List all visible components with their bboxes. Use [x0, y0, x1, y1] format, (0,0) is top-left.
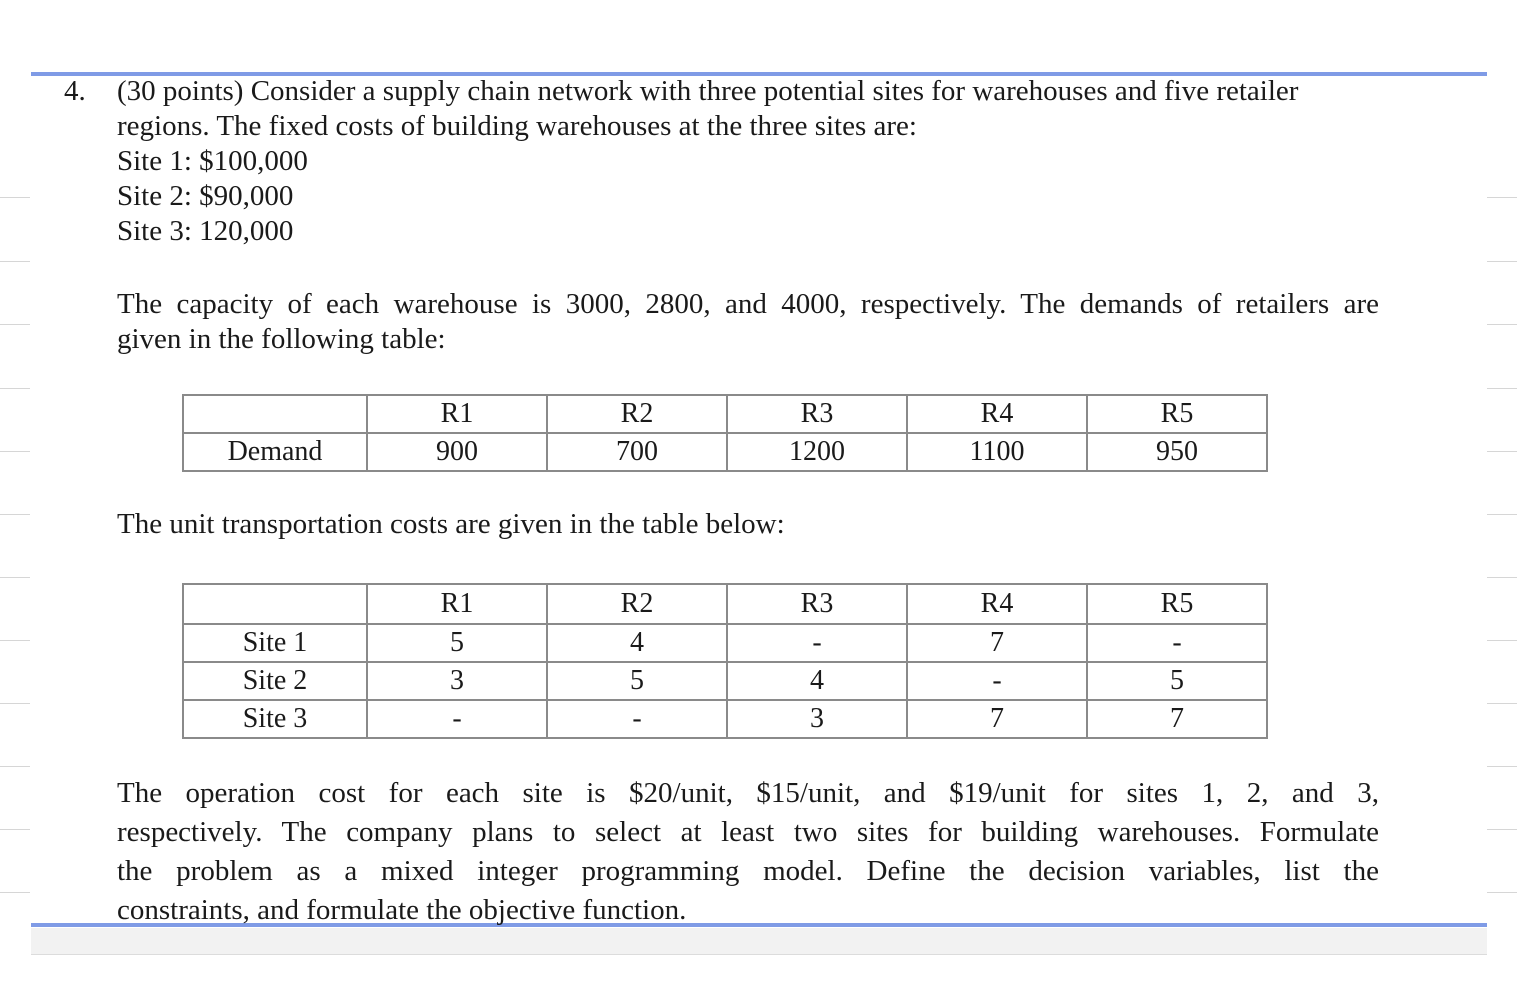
table-header-cell: R4: [907, 584, 1087, 624]
question-number: 4.: [64, 75, 86, 107]
table-header-cell: R1: [367, 584, 547, 624]
demand-table: [182, 394, 1268, 472]
table-header-cell: R2: [547, 584, 727, 624]
table-header-cell: R5: [1087, 395, 1267, 433]
margin-rule: [1487, 261, 1517, 262]
table-cell: 1200: [727, 433, 907, 471]
margin-rule: [0, 703, 30, 704]
table-cell: 5: [367, 624, 547, 662]
margin-rule: [1487, 577, 1517, 578]
margin-rule: [0, 640, 30, 641]
table-row: [183, 662, 1267, 700]
table-header-cell: R5: [1087, 584, 1267, 624]
margin-rule: [1487, 892, 1517, 893]
table-header-cell: R2: [547, 395, 727, 433]
capacity-paragraph: [117, 287, 1379, 357]
row-label: Demand: [183, 433, 367, 471]
fixed-cost-site-2: Site 2: $90,000: [117, 180, 294, 212]
fixed-cost-site-3: Site 3: 120,000: [117, 215, 294, 247]
question-intro: [117, 74, 1379, 249]
margin-rule: [1487, 640, 1517, 641]
margin-rule: [1487, 514, 1517, 515]
table-row: [183, 624, 1267, 662]
margin-rule: [0, 197, 30, 198]
costs-intro: The unit transportation costs are given in the table below:: [117, 508, 785, 540]
table-cell: 7: [907, 624, 1087, 662]
table-cell: -: [727, 624, 907, 662]
table-cell: 1100: [907, 433, 1087, 471]
capacity-line: given in the following table:: [117, 323, 446, 355]
margin-rule: [1487, 703, 1517, 704]
table-cell: 900: [367, 433, 547, 471]
margin-rule: [1487, 829, 1517, 830]
table-row: [183, 700, 1267, 738]
table-cell: [183, 395, 367, 433]
table-cell: 5: [1087, 662, 1267, 700]
table-cell: 7: [1087, 700, 1267, 738]
table-cell: -: [367, 700, 547, 738]
table-header-cell: R3: [727, 584, 907, 624]
operation-paragraph: [117, 774, 1379, 930]
table-cell: 7: [907, 700, 1087, 738]
row-label: Site 2: [183, 662, 367, 700]
margin-rule: [0, 577, 30, 578]
margin-rule: [1487, 388, 1517, 389]
margin-rule: [1487, 766, 1517, 767]
table-cell: [183, 584, 367, 624]
margin-rule: [0, 451, 30, 452]
margin-rule: [0, 261, 30, 262]
table-cell: -: [547, 700, 727, 738]
table-cell: 3: [367, 662, 547, 700]
operation-line: respectively. The company plans to select at least two sites for building warehouses. Formulate: [117, 816, 1379, 848]
capacity-line: The capacity of each warehouse is 3000, 2800, and 4000, respectively. The demands of retailers are: [117, 288, 1379, 320]
margin-rule: [1487, 324, 1517, 325]
operation-line: constraints, and formulate the objective function.: [117, 894, 687, 926]
table-header-row: [183, 395, 1267, 433]
table-cell: 3: [727, 700, 907, 738]
table-header-row: [183, 584, 1267, 624]
transport-cost-table: [182, 583, 1268, 739]
intro-line: regions. The fixed costs of building warehouses at the three sites are:: [117, 110, 917, 142]
table-cell: 4: [727, 662, 907, 700]
margin-rule: [0, 514, 30, 515]
margin-rule: [0, 324, 30, 325]
bottom-shade: [31, 928, 1487, 955]
fixed-cost-site-1: Site 1: $100,000: [117, 145, 308, 177]
margin-rule: [0, 892, 30, 893]
table-header-cell: R4: [907, 395, 1087, 433]
row-label: Site 1: [183, 624, 367, 662]
table-cell: 700: [547, 433, 727, 471]
table-cell: 4: [547, 624, 727, 662]
table-header-cell: R3: [727, 395, 907, 433]
row-label: Site 3: [183, 700, 367, 738]
table-cell: 950: [1087, 433, 1267, 471]
table-header-cell: R1: [367, 395, 547, 433]
intro-line: (30 points) Consider a supply chain network with three potential sites for warehouses and five retailer: [117, 75, 1299, 107]
operation-line: the problem as a mixed integer programming model. Define the decision variables, list the: [117, 855, 1379, 887]
margin-rule: [1487, 451, 1517, 452]
table-cell: 5: [547, 662, 727, 700]
margin-rule: [0, 766, 30, 767]
margin-rule: [0, 388, 30, 389]
table-cell: -: [1087, 624, 1267, 662]
table-row: [183, 433, 1267, 471]
margin-rule: [0, 829, 30, 830]
operation-line: The operation cost for each site is $20/unit, $15/unit, and $19/unit for sites 1, 2, and 3,: [117, 777, 1379, 809]
margin-rule: [1487, 197, 1517, 198]
table-cell: -: [907, 662, 1087, 700]
